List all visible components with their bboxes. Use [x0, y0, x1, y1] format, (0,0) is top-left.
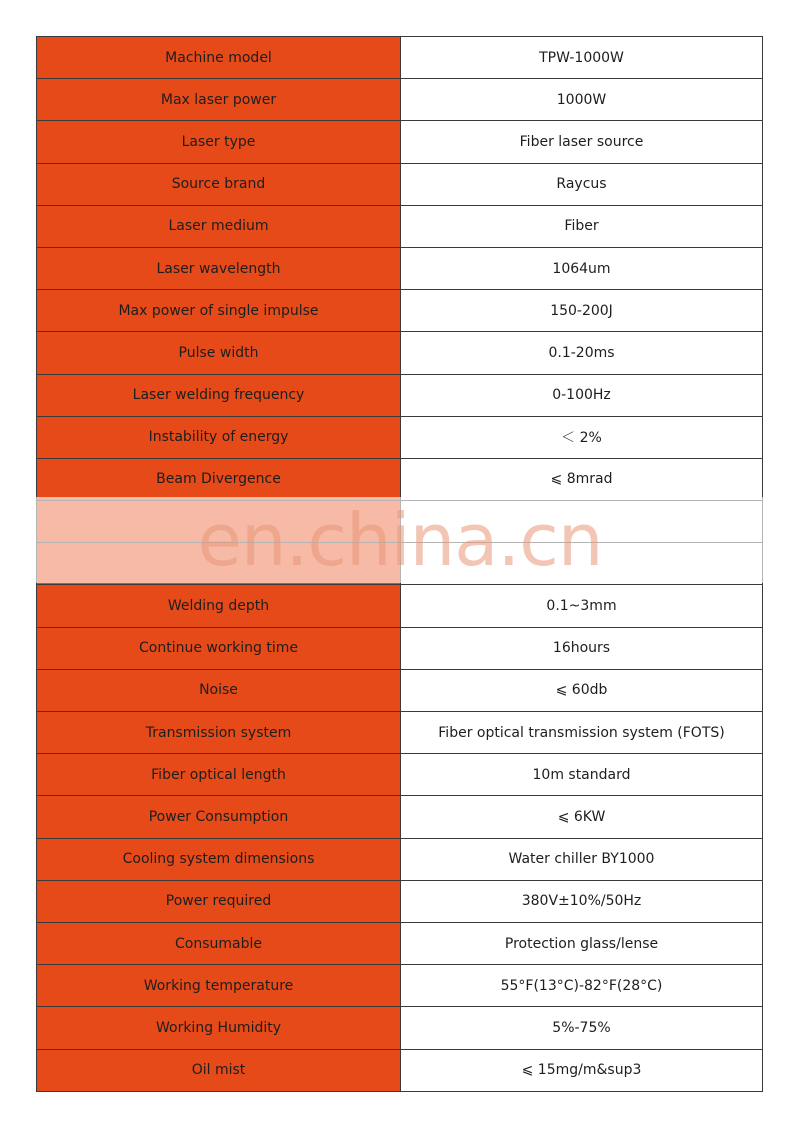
spec-value: ⩽ 15mg/m&sup3 — [401, 1049, 763, 1091]
spec-label: Continue working time — [37, 627, 401, 669]
spec-label: Working temperature — [37, 965, 401, 1007]
spec-row — [37, 543, 763, 585]
spec-label: Pulse width — [37, 332, 401, 374]
spec-label: Consumable — [37, 922, 401, 964]
spec-value: Raycus — [401, 163, 763, 205]
spec-row — [37, 121, 763, 163]
spec-row — [37, 1049, 763, 1091]
spec-label — [37, 543, 401, 585]
spec-value: 10m standard — [401, 754, 763, 796]
spec-row — [37, 880, 763, 922]
spec-label: Laser wavelength — [37, 247, 401, 289]
spec-value: ⩽ 60db — [401, 669, 763, 711]
spec-label: Power required — [37, 880, 401, 922]
spec-label: Transmission system — [37, 712, 401, 754]
spec-label: Max laser power — [37, 79, 401, 121]
spec-value: Fiber — [401, 205, 763, 247]
spec-value: Fiber laser source — [401, 121, 763, 163]
spec-value — [401, 543, 763, 585]
spec-row — [37, 754, 763, 796]
spec-value: ＜ 2% — [401, 416, 763, 458]
spec-row — [37, 627, 763, 669]
spec-value: 55°F(13°C)-82°F(28°C) — [401, 965, 763, 1007]
spec-label: Source brand — [37, 163, 401, 205]
spec-value: Water chiller BY1000 — [401, 838, 763, 880]
spec-value: 5%-75% — [401, 1007, 763, 1049]
spec-row — [37, 374, 763, 416]
spec-label: Laser medium — [37, 205, 401, 247]
spec-row — [37, 1007, 763, 1049]
spec-value: ⩽ 6KW — [401, 796, 763, 838]
spec-label: Instability of energy — [37, 416, 401, 458]
spec-label: Oil mist — [37, 1049, 401, 1091]
spec-row — [37, 332, 763, 374]
spec-value: Fiber optical transmission system (FOTS) — [401, 712, 763, 754]
spec-value: TPW-1000W — [401, 37, 763, 79]
spec-label: Working Humidity — [37, 1007, 401, 1049]
spec-row — [37, 585, 763, 627]
spec-value: 16hours — [401, 627, 763, 669]
spec-label: Cooling system dimensions — [37, 838, 401, 880]
spec-row — [37, 79, 763, 121]
spec-row — [37, 838, 763, 880]
spec-value: ⩽ 8mrad — [401, 458, 763, 500]
spec-label: Noise — [37, 669, 401, 711]
spec-table-body — [37, 37, 763, 1092]
spec-value: 0.1~3mm — [401, 585, 763, 627]
spec-value: 0-100Hz — [401, 374, 763, 416]
spec-row — [37, 501, 763, 543]
spec-label: Power Consumption — [37, 796, 401, 838]
spec-label: Laser welding frequency — [37, 374, 401, 416]
spec-table — [36, 36, 763, 1092]
spec-value: 380V±10%/50Hz — [401, 880, 763, 922]
spec-value — [401, 501, 763, 543]
spec-row — [37, 669, 763, 711]
spec-value: 1064um — [401, 247, 763, 289]
spec-row — [37, 712, 763, 754]
spec-row — [37, 965, 763, 1007]
watermark-text: en.china.cn — [197, 498, 603, 582]
spec-value: 150-200J — [401, 290, 763, 332]
spec-row — [37, 163, 763, 205]
spec-row — [37, 290, 763, 332]
spec-row — [37, 796, 763, 838]
spec-row — [37, 416, 763, 458]
spec-label — [37, 501, 401, 543]
spec-label: Machine model — [37, 37, 401, 79]
spec-label: Beam Divergence — [37, 458, 401, 500]
spec-label: Welding depth — [37, 585, 401, 627]
spec-row — [37, 205, 763, 247]
spec-label: Fiber optical length — [37, 754, 401, 796]
spec-row — [37, 247, 763, 289]
spec-row — [37, 922, 763, 964]
spec-value: 1000W — [401, 79, 763, 121]
spec-value: 0.1-20ms — [401, 332, 763, 374]
spec-row — [37, 458, 763, 500]
spec-label: Max power of single impulse — [37, 290, 401, 332]
spec-label: Laser type — [37, 121, 401, 163]
spec-row — [37, 37, 763, 79]
spec-value: Protection glass/lense — [401, 922, 763, 964]
